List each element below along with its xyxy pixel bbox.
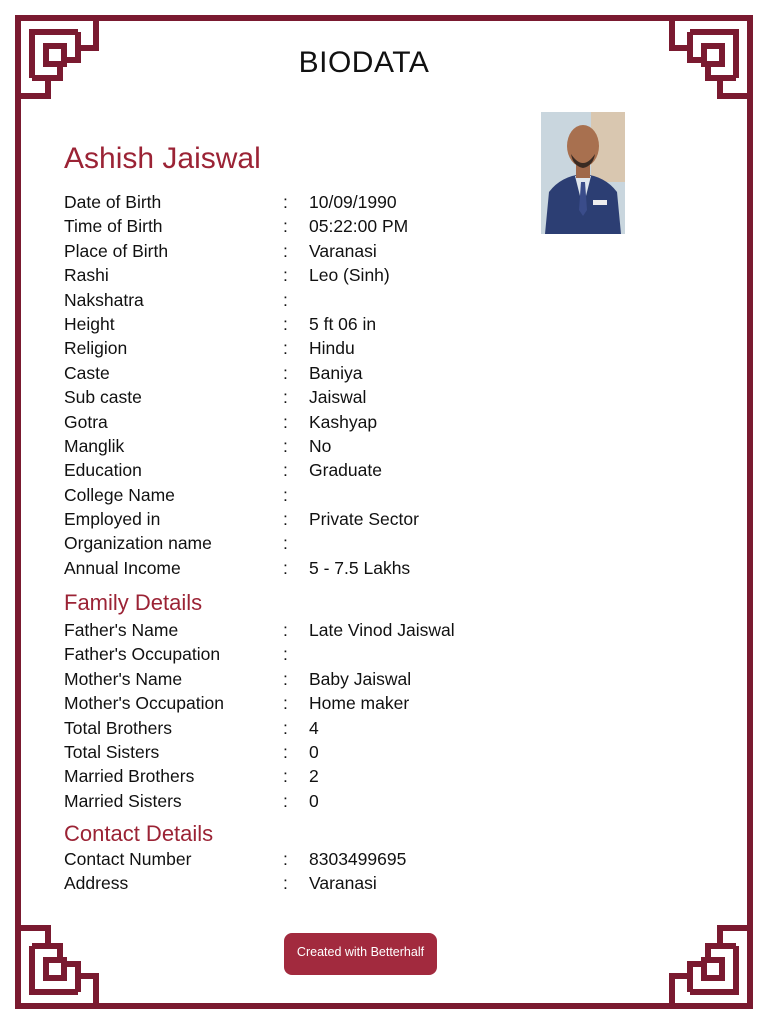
detail-separator: : [283, 741, 288, 762]
created-with-betterhalf-badge[interactable]: Created with Betterhalf [284, 933, 437, 975]
detail-label: Nakshatra [64, 289, 144, 310]
detail-row [64, 434, 664, 458]
detail-value: 0 [309, 790, 319, 811]
detail-separator: : [283, 849, 288, 869]
detail-value: Hindu [309, 338, 355, 359]
detail-separator: : [283, 620, 288, 640]
detail-value: No [309, 435, 332, 456]
detail-value: 05:22:00 PM [309, 216, 409, 237]
detail-separator: : [283, 289, 288, 310]
detail-row [64, 263, 664, 287]
detail-label: Rashi [64, 265, 109, 286]
detail-row [64, 556, 664, 580]
detail-row [64, 789, 664, 813]
detail-label: Father's Name [64, 620, 179, 640]
detail-label: Total Brothers [64, 717, 172, 738]
detail-separator: : [283, 668, 288, 689]
detail-row [64, 288, 664, 312]
detail-separator: : [283, 873, 288, 894]
detail-value: Varanasi [309, 240, 377, 261]
detail-separator: : [283, 313, 288, 334]
detail-label: Height [64, 313, 115, 334]
detail-row [64, 716, 664, 740]
detail-row [64, 336, 664, 360]
detail-label: Religion [64, 338, 128, 359]
detail-label: Organization name [64, 533, 212, 554]
detail-label: Married Brothers [64, 766, 195, 787]
detail-value: Baby Jaiswal [309, 668, 412, 689]
detail-separator: : [283, 644, 288, 665]
detail-label: Caste [64, 362, 110, 383]
detail-separator: : [283, 216, 288, 237]
contact-details-heading: Contact Details [64, 821, 214, 846]
detail-separator: : [283, 790, 288, 811]
detail-label: Education [64, 460, 142, 481]
detail-value: Leo (Sinh) [309, 265, 390, 286]
detail-value: Baniya [309, 362, 363, 383]
detail-label: Time of Birth [64, 216, 163, 237]
detail-value: 2 [309, 766, 319, 787]
detail-label: Mother's Name [64, 668, 183, 689]
detail-label: Father's Occupation [64, 644, 221, 665]
detail-label: Married Sisters [64, 790, 182, 811]
profile-name: Ashish Jaiswal [64, 142, 261, 175]
detail-separator: : [283, 766, 288, 787]
detail-value: Late Vinod Jaiswal [309, 620, 455, 640]
detail-separator: : [283, 265, 288, 286]
detail-row [64, 239, 664, 263]
detail-value: 8303499695 [309, 849, 407, 869]
detail-separator: : [283, 717, 288, 738]
detail-row [64, 618, 664, 642]
detail-value: 0 [309, 741, 319, 762]
detail-separator: : [283, 533, 288, 554]
detail-row [64, 312, 664, 336]
detail-value: Home maker [309, 693, 410, 714]
detail-row [64, 410, 664, 434]
detail-row [64, 507, 664, 531]
detail-label: Total Sisters [64, 741, 160, 762]
detail-label: Address [64, 873, 129, 894]
detail-row [64, 190, 664, 214]
detail-value: 5 ft 06 in [309, 313, 377, 334]
family-details-heading: Family Details [64, 590, 203, 615]
detail-separator: : [283, 338, 288, 359]
detail-value: Graduate [309, 460, 382, 481]
detail-label: College Name [64, 484, 175, 505]
detail-separator: : [283, 484, 288, 505]
detail-row [64, 871, 664, 895]
detail-separator: : [283, 557, 288, 578]
detail-row [64, 361, 664, 385]
detail-separator: : [283, 411, 288, 432]
detail-separator: : [283, 240, 288, 261]
detail-separator: : [283, 435, 288, 456]
personal-details-list [64, 190, 664, 580]
detail-label: Mother's Occupation [64, 693, 224, 714]
detail-row [64, 740, 664, 764]
detail-row [64, 847, 664, 871]
detail-label: Annual Income [64, 557, 181, 578]
detail-separator: : [283, 460, 288, 481]
detail-row [64, 214, 664, 238]
detail-value: Jaiswal [309, 387, 367, 408]
detail-separator: : [283, 693, 288, 714]
detail-label: Place of Birth [64, 240, 169, 261]
detail-value: Varanasi [309, 873, 377, 894]
detail-value: 5 - 7.5 Lakhs [309, 557, 411, 578]
detail-label: Employed in [64, 509, 161, 530]
detail-row [64, 483, 664, 507]
detail-value: Kashyap [309, 411, 378, 432]
detail-row [64, 642, 664, 666]
detail-row [64, 667, 664, 691]
detail-separator: : [283, 509, 288, 530]
detail-row [64, 531, 664, 555]
detail-separator: : [283, 362, 288, 383]
detail-value: Private Sector [309, 509, 419, 530]
detail-row [64, 691, 664, 715]
detail-separator: : [283, 192, 288, 212]
detail-row [64, 764, 664, 788]
detail-label: Gotra [64, 411, 108, 432]
detail-label: Contact Number [64, 849, 192, 869]
family-details-list [64, 618, 664, 813]
page-title: BIODATA [298, 46, 430, 79]
detail-label: Manglik [64, 435, 125, 456]
detail-value: 10/09/1990 [309, 192, 397, 212]
detail-row [64, 458, 664, 482]
contact-details-list [64, 847, 664, 896]
detail-row [64, 385, 664, 409]
detail-separator: : [283, 387, 288, 408]
detail-label: Date of Birth [64, 192, 162, 212]
detail-value: 4 [309, 717, 319, 738]
detail-label: Sub caste [64, 387, 142, 408]
